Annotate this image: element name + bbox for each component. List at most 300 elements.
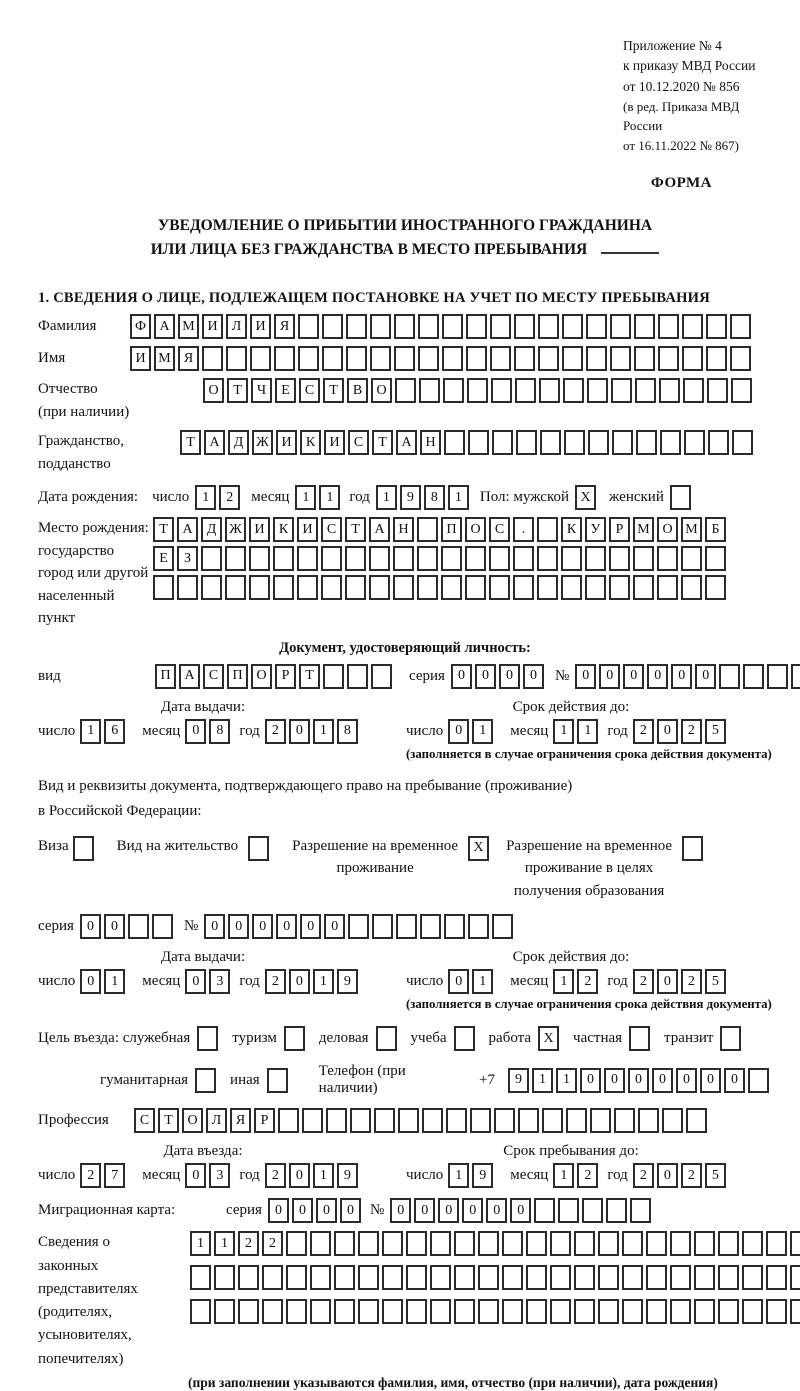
- char-cell[interactable]: 6: [104, 719, 125, 744]
- char-cell[interactable]: [454, 1026, 475, 1051]
- char-cell[interactable]: И: [297, 517, 318, 542]
- char-cell[interactable]: [682, 836, 703, 861]
- char-cell[interactable]: [466, 314, 487, 339]
- char-cell[interactable]: 1: [313, 969, 334, 994]
- char-cell[interactable]: [345, 546, 366, 571]
- char-cell[interactable]: [633, 546, 654, 571]
- char-cell[interactable]: [658, 346, 679, 371]
- char-cell[interactable]: [646, 1265, 667, 1290]
- char-cell[interactable]: [494, 1108, 515, 1133]
- char-cell[interactable]: [609, 546, 630, 571]
- char-cell[interactable]: [418, 314, 439, 339]
- char-cell[interactable]: [398, 1108, 419, 1133]
- char-cell[interactable]: [629, 1026, 650, 1051]
- char-cell[interactable]: П: [155, 664, 176, 689]
- char-cell[interactable]: 0: [80, 914, 101, 939]
- char-cell[interactable]: [614, 1108, 635, 1133]
- char-cell[interactable]: А: [396, 430, 417, 455]
- char-cell[interactable]: [719, 664, 740, 689]
- char-cell[interactable]: [790, 1299, 800, 1324]
- char-cell[interactable]: 1: [553, 719, 574, 744]
- char-cell[interactable]: [177, 575, 198, 600]
- char-cell[interactable]: [310, 1231, 331, 1256]
- char-cell[interactable]: [468, 430, 489, 455]
- char-cell[interactable]: [670, 485, 691, 510]
- char-cell[interactable]: [262, 1265, 283, 1290]
- char-cell[interactable]: 0: [695, 664, 716, 689]
- char-cell[interactable]: [420, 914, 441, 939]
- char-cell[interactable]: 1: [313, 719, 334, 744]
- char-cell[interactable]: В: [347, 378, 368, 403]
- char-cell[interactable]: 5: [705, 969, 726, 994]
- char-cell[interactable]: 0: [575, 664, 596, 689]
- char-cell[interactable]: 9: [337, 1163, 358, 1188]
- char-cell[interactable]: [422, 1108, 443, 1133]
- char-cell[interactable]: [250, 346, 271, 371]
- char-cell[interactable]: [376, 1026, 397, 1051]
- char-cell[interactable]: [323, 664, 344, 689]
- char-cell[interactable]: [502, 1299, 523, 1324]
- char-cell[interactable]: [393, 546, 414, 571]
- char-cell[interactable]: [418, 346, 439, 371]
- char-cell[interactable]: [267, 1068, 288, 1093]
- char-cell[interactable]: [465, 546, 486, 571]
- char-cell[interactable]: [718, 1231, 739, 1256]
- char-cell[interactable]: 5: [705, 1163, 726, 1188]
- char-cell[interactable]: 1: [195, 485, 216, 510]
- char-cell[interactable]: [419, 378, 440, 403]
- char-cell[interactable]: 8: [424, 485, 445, 510]
- char-cell[interactable]: [636, 430, 657, 455]
- char-cell[interactable]: [732, 430, 753, 455]
- char-cell[interactable]: [681, 575, 702, 600]
- char-cell[interactable]: 0: [724, 1068, 745, 1093]
- char-cell[interactable]: Т: [299, 664, 320, 689]
- char-cell[interactable]: [646, 1299, 667, 1324]
- char-cell[interactable]: [321, 575, 342, 600]
- char-cell[interactable]: [694, 1265, 715, 1290]
- char-cell[interactable]: [657, 546, 678, 571]
- char-cell[interactable]: П: [441, 517, 462, 542]
- char-cell[interactable]: [478, 1265, 499, 1290]
- char-cell[interactable]: Т: [227, 378, 248, 403]
- char-cell[interactable]: [634, 346, 655, 371]
- char-cell[interactable]: [297, 575, 318, 600]
- char-cell[interactable]: 0: [204, 914, 225, 939]
- char-cell[interactable]: [566, 1108, 587, 1133]
- char-cell[interactable]: Н: [420, 430, 441, 455]
- char-cell[interactable]: [310, 1299, 331, 1324]
- char-cell[interactable]: [588, 430, 609, 455]
- char-cell[interactable]: [683, 378, 704, 403]
- char-cell[interactable]: Р: [254, 1108, 275, 1133]
- char-cell[interactable]: [612, 430, 633, 455]
- char-cell[interactable]: [358, 1265, 379, 1290]
- char-cell[interactable]: 0: [652, 1068, 673, 1093]
- char-cell[interactable]: 2: [238, 1231, 259, 1256]
- char-cell[interactable]: [491, 378, 512, 403]
- char-cell[interactable]: [682, 346, 703, 371]
- char-cell[interactable]: [430, 1299, 451, 1324]
- char-cell[interactable]: [718, 1265, 739, 1290]
- char-cell[interactable]: [513, 546, 534, 571]
- char-cell[interactable]: [321, 546, 342, 571]
- char-cell[interactable]: [731, 378, 752, 403]
- char-cell[interactable]: [730, 346, 751, 371]
- char-cell[interactable]: [730, 314, 751, 339]
- char-cell[interactable]: [585, 575, 606, 600]
- char-cell[interactable]: 0: [414, 1198, 435, 1223]
- char-cell[interactable]: С: [134, 1108, 155, 1133]
- char-cell[interactable]: О: [657, 517, 678, 542]
- char-cell[interactable]: X: [575, 485, 596, 510]
- char-cell[interactable]: [561, 546, 582, 571]
- char-cell[interactable]: [446, 1108, 467, 1133]
- char-cell[interactable]: 0: [486, 1198, 507, 1223]
- char-cell[interactable]: [670, 1265, 691, 1290]
- char-cell[interactable]: 2: [577, 1163, 598, 1188]
- char-cell[interactable]: [606, 1198, 627, 1223]
- char-cell[interactable]: 0: [580, 1068, 601, 1093]
- char-cell[interactable]: И: [202, 314, 223, 339]
- char-cell[interactable]: 1: [313, 1163, 334, 1188]
- char-cell[interactable]: 0: [700, 1068, 721, 1093]
- char-cell[interactable]: 0: [268, 1198, 289, 1223]
- char-cell[interactable]: [430, 1231, 451, 1256]
- char-cell[interactable]: [564, 430, 585, 455]
- char-cell[interactable]: 0: [499, 664, 520, 689]
- char-cell[interactable]: [622, 1231, 643, 1256]
- char-cell[interactable]: [586, 314, 607, 339]
- char-cell[interactable]: А: [369, 517, 390, 542]
- char-cell[interactable]: [468, 914, 489, 939]
- char-cell[interactable]: [153, 575, 174, 600]
- char-cell[interactable]: Я: [230, 1108, 251, 1133]
- char-cell[interactable]: 0: [340, 1198, 361, 1223]
- char-cell[interactable]: И: [250, 314, 271, 339]
- char-cell[interactable]: О: [371, 378, 392, 403]
- char-cell[interactable]: [371, 664, 392, 689]
- char-cell[interactable]: [454, 1299, 475, 1324]
- char-cell[interactable]: [467, 378, 488, 403]
- char-cell[interactable]: 2: [577, 969, 598, 994]
- char-cell[interactable]: 0: [510, 1198, 531, 1223]
- char-cell[interactable]: 0: [623, 664, 644, 689]
- char-cell[interactable]: 0: [448, 719, 469, 744]
- char-cell[interactable]: [706, 346, 727, 371]
- char-cell[interactable]: [539, 378, 560, 403]
- char-cell[interactable]: 0: [80, 969, 101, 994]
- char-cell[interactable]: 9: [400, 485, 421, 510]
- char-cell[interactable]: 0: [604, 1068, 625, 1093]
- char-cell[interactable]: Б: [705, 517, 726, 542]
- char-cell[interactable]: 1: [472, 969, 493, 994]
- char-cell[interactable]: 0: [523, 664, 544, 689]
- char-cell[interactable]: 1: [532, 1068, 553, 1093]
- char-cell[interactable]: [610, 314, 631, 339]
- char-cell[interactable]: 0: [657, 969, 678, 994]
- char-cell[interactable]: 1: [80, 719, 101, 744]
- char-cell[interactable]: 3: [209, 1163, 230, 1188]
- char-cell[interactable]: [478, 1231, 499, 1256]
- char-cell[interactable]: [249, 575, 270, 600]
- char-cell[interactable]: [659, 378, 680, 403]
- char-cell[interactable]: [396, 914, 417, 939]
- char-cell[interactable]: [358, 1299, 379, 1324]
- char-cell[interactable]: [334, 1265, 355, 1290]
- char-cell[interactable]: 0: [676, 1068, 697, 1093]
- char-cell[interactable]: К: [273, 517, 294, 542]
- char-cell[interactable]: [374, 1108, 395, 1133]
- char-cell[interactable]: [262, 1299, 283, 1324]
- char-cell[interactable]: [444, 430, 465, 455]
- char-cell[interactable]: [346, 346, 367, 371]
- char-cell[interactable]: [598, 1265, 619, 1290]
- char-cell[interactable]: [767, 664, 788, 689]
- char-cell[interactable]: 2: [262, 1231, 283, 1256]
- char-cell[interactable]: [610, 346, 631, 371]
- char-cell[interactable]: [417, 517, 438, 542]
- char-cell[interactable]: 2: [265, 1163, 286, 1188]
- char-cell[interactable]: [526, 1231, 547, 1256]
- char-cell[interactable]: [347, 664, 368, 689]
- char-cell[interactable]: [516, 430, 537, 455]
- char-cell[interactable]: [248, 836, 269, 861]
- char-cell[interactable]: [394, 346, 415, 371]
- char-cell[interactable]: 9: [508, 1068, 529, 1093]
- char-cell[interactable]: 3: [209, 969, 230, 994]
- char-cell[interactable]: Р: [609, 517, 630, 542]
- char-cell[interactable]: [284, 1026, 305, 1051]
- char-cell[interactable]: [538, 346, 559, 371]
- char-cell[interactable]: [334, 1299, 355, 1324]
- char-cell[interactable]: [302, 1108, 323, 1133]
- char-cell[interactable]: 0: [289, 969, 310, 994]
- char-cell[interactable]: Н: [393, 517, 414, 542]
- char-cell[interactable]: 9: [337, 969, 358, 994]
- char-cell[interactable]: [598, 1299, 619, 1324]
- char-cell[interactable]: [718, 1299, 739, 1324]
- char-cell[interactable]: [214, 1299, 235, 1324]
- char-cell[interactable]: [707, 378, 728, 403]
- char-cell[interactable]: [395, 378, 416, 403]
- char-cell[interactable]: 1: [448, 1163, 469, 1188]
- char-cell[interactable]: [574, 1265, 595, 1290]
- char-cell[interactable]: [682, 314, 703, 339]
- char-cell[interactable]: [590, 1108, 611, 1133]
- char-cell[interactable]: [611, 378, 632, 403]
- char-cell[interactable]: 0: [628, 1068, 649, 1093]
- char-cell[interactable]: [73, 836, 94, 861]
- char-cell[interactable]: [286, 1265, 307, 1290]
- char-cell[interactable]: [348, 914, 369, 939]
- char-cell[interactable]: 2: [681, 1163, 702, 1188]
- char-cell[interactable]: И: [276, 430, 297, 455]
- char-cell[interactable]: [646, 1231, 667, 1256]
- char-cell[interactable]: [298, 346, 319, 371]
- char-cell[interactable]: [286, 1231, 307, 1256]
- char-cell[interactable]: [326, 1108, 347, 1133]
- char-cell[interactable]: [195, 1068, 216, 1093]
- char-cell[interactable]: 1: [553, 969, 574, 994]
- char-cell[interactable]: 1: [214, 1231, 235, 1256]
- char-cell[interactable]: 0: [475, 664, 496, 689]
- char-cell[interactable]: [249, 546, 270, 571]
- char-cell[interactable]: [681, 546, 702, 571]
- char-cell[interactable]: [526, 1299, 547, 1324]
- char-cell[interactable]: Л: [226, 314, 247, 339]
- char-cell[interactable]: [334, 1231, 355, 1256]
- char-cell[interactable]: [657, 575, 678, 600]
- char-cell[interactable]: [742, 1299, 763, 1324]
- char-cell[interactable]: [226, 346, 247, 371]
- char-cell[interactable]: [574, 1231, 595, 1256]
- char-cell[interactable]: [766, 1231, 787, 1256]
- char-cell[interactable]: [694, 1299, 715, 1324]
- char-cell[interactable]: 0: [671, 664, 692, 689]
- char-cell[interactable]: [550, 1265, 571, 1290]
- char-cell[interactable]: 0: [438, 1198, 459, 1223]
- char-cell[interactable]: А: [154, 314, 175, 339]
- char-cell[interactable]: [598, 1231, 619, 1256]
- char-cell[interactable]: [622, 1265, 643, 1290]
- char-cell[interactable]: З: [177, 546, 198, 571]
- char-cell[interactable]: Д: [201, 517, 222, 542]
- char-cell[interactable]: 2: [265, 719, 286, 744]
- char-cell[interactable]: [190, 1265, 211, 1290]
- char-cell[interactable]: М: [633, 517, 654, 542]
- char-cell[interactable]: 2: [633, 969, 654, 994]
- char-cell[interactable]: [310, 1265, 331, 1290]
- char-cell[interactable]: Т: [158, 1108, 179, 1133]
- char-cell[interactable]: 5: [705, 719, 726, 744]
- char-cell[interactable]: [587, 378, 608, 403]
- char-cell[interactable]: [706, 314, 727, 339]
- char-cell[interactable]: Р: [275, 664, 296, 689]
- char-cell[interactable]: 2: [633, 719, 654, 744]
- char-cell[interactable]: 0: [300, 914, 321, 939]
- char-cell[interactable]: [372, 914, 393, 939]
- char-cell[interactable]: [489, 575, 510, 600]
- char-cell[interactable]: [406, 1299, 427, 1324]
- char-cell[interactable]: [466, 346, 487, 371]
- char-cell[interactable]: [128, 914, 149, 939]
- char-cell[interactable]: А: [179, 664, 200, 689]
- char-cell[interactable]: [273, 546, 294, 571]
- char-cell[interactable]: [478, 1299, 499, 1324]
- char-cell[interactable]: [442, 314, 463, 339]
- char-cell[interactable]: [492, 914, 513, 939]
- char-cell[interactable]: 2: [265, 969, 286, 994]
- char-cell[interactable]: 2: [681, 969, 702, 994]
- char-cell[interactable]: [622, 1299, 643, 1324]
- char-cell[interactable]: Т: [372, 430, 393, 455]
- char-cell[interactable]: 0: [228, 914, 249, 939]
- char-cell[interactable]: [743, 664, 764, 689]
- char-cell[interactable]: [562, 314, 583, 339]
- char-cell[interactable]: Ж: [252, 430, 273, 455]
- char-cell[interactable]: [708, 430, 729, 455]
- char-cell[interactable]: [322, 314, 343, 339]
- char-cell[interactable]: [369, 546, 390, 571]
- char-cell[interactable]: [526, 1265, 547, 1290]
- char-cell[interactable]: [278, 1108, 299, 1133]
- char-cell[interactable]: [742, 1231, 763, 1256]
- char-cell[interactable]: [634, 314, 655, 339]
- char-cell[interactable]: [225, 575, 246, 600]
- char-cell[interactable]: [515, 378, 536, 403]
- char-cell[interactable]: [454, 1231, 475, 1256]
- char-cell[interactable]: [225, 546, 246, 571]
- char-cell[interactable]: О: [203, 378, 224, 403]
- char-cell[interactable]: [441, 575, 462, 600]
- char-cell[interactable]: 2: [681, 719, 702, 744]
- char-cell[interactable]: С: [348, 430, 369, 455]
- char-cell[interactable]: 0: [276, 914, 297, 939]
- char-cell[interactable]: 2: [219, 485, 240, 510]
- char-cell[interactable]: 7: [104, 1163, 125, 1188]
- char-cell[interactable]: [286, 1299, 307, 1324]
- char-cell[interactable]: [502, 1265, 523, 1290]
- char-cell[interactable]: [238, 1299, 259, 1324]
- char-cell[interactable]: X: [468, 836, 489, 861]
- char-cell[interactable]: [201, 546, 222, 571]
- char-cell[interactable]: [518, 1108, 539, 1133]
- char-cell[interactable]: [441, 546, 462, 571]
- char-cell[interactable]: [201, 575, 222, 600]
- char-cell[interactable]: [586, 346, 607, 371]
- char-cell[interactable]: [197, 1026, 218, 1051]
- char-cell[interactable]: [660, 430, 681, 455]
- char-cell[interactable]: О: [251, 664, 272, 689]
- char-cell[interactable]: Е: [275, 378, 296, 403]
- char-cell[interactable]: [574, 1299, 595, 1324]
- char-cell[interactable]: С: [489, 517, 510, 542]
- char-cell[interactable]: 1: [190, 1231, 211, 1256]
- char-cell[interactable]: 0: [390, 1198, 411, 1223]
- char-cell[interactable]: [514, 314, 535, 339]
- char-cell[interactable]: Л: [206, 1108, 227, 1133]
- char-cell[interactable]: [766, 1265, 787, 1290]
- char-cell[interactable]: [550, 1231, 571, 1256]
- char-cell[interactable]: 8: [337, 719, 358, 744]
- char-cell[interactable]: [791, 664, 800, 689]
- char-cell[interactable]: У: [585, 517, 606, 542]
- char-cell[interactable]: 2: [633, 1163, 654, 1188]
- char-cell[interactable]: 1: [104, 969, 125, 994]
- char-cell[interactable]: Т: [153, 517, 174, 542]
- char-cell[interactable]: 0: [657, 719, 678, 744]
- char-cell[interactable]: [563, 378, 584, 403]
- char-cell[interactable]: 0: [252, 914, 273, 939]
- char-cell[interactable]: Т: [180, 430, 201, 455]
- char-cell[interactable]: [490, 314, 511, 339]
- char-cell[interactable]: 1: [295, 485, 316, 510]
- char-cell[interactable]: [766, 1299, 787, 1324]
- char-cell[interactable]: [542, 1108, 563, 1133]
- char-cell[interactable]: [430, 1265, 451, 1290]
- char-cell[interactable]: 9: [472, 1163, 493, 1188]
- char-cell[interactable]: [382, 1299, 403, 1324]
- char-cell[interactable]: [465, 575, 486, 600]
- char-cell[interactable]: [214, 1265, 235, 1290]
- char-cell[interactable]: [705, 575, 726, 600]
- char-cell[interactable]: 2: [80, 1163, 101, 1188]
- char-cell[interactable]: 8: [209, 719, 230, 744]
- char-cell[interactable]: [238, 1265, 259, 1290]
- char-cell[interactable]: [298, 314, 319, 339]
- char-cell[interactable]: [633, 575, 654, 600]
